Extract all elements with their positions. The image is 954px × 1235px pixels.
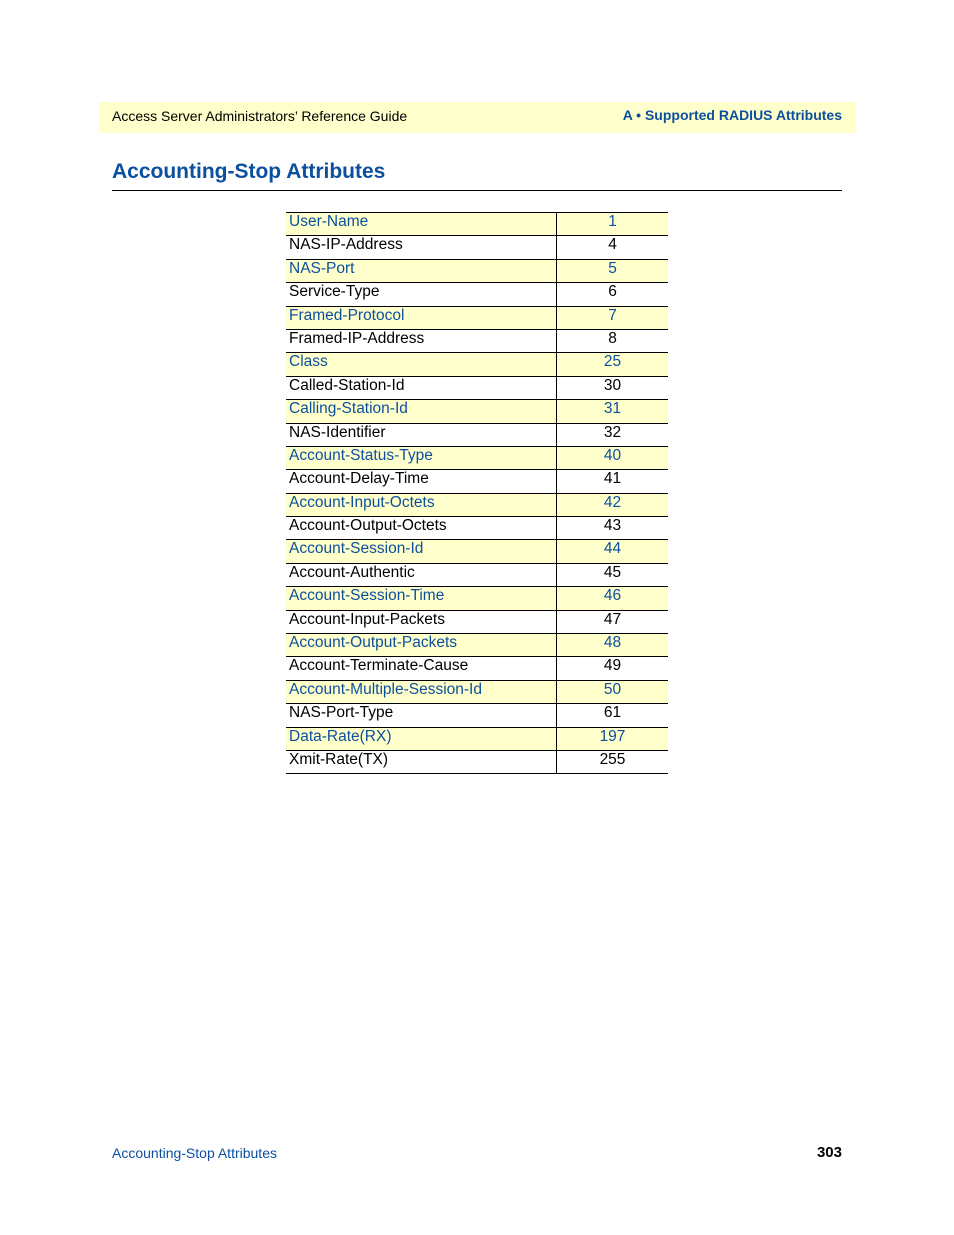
table-row bbox=[286, 213, 668, 236]
attribute-name-cell: Account-Authentic bbox=[286, 563, 557, 586]
attribute-number-cell: 45 bbox=[557, 563, 669, 586]
table-row bbox=[286, 680, 668, 703]
attribute-name-cell: NAS-IP-Address bbox=[286, 236, 557, 259]
attribute-name-cell: Account-Input-Octets bbox=[286, 493, 557, 516]
attribute-name-cell: Account-Input-Packets bbox=[286, 610, 557, 633]
table-row bbox=[286, 400, 668, 423]
attribute-number-cell: 44 bbox=[557, 540, 669, 563]
attribute-name-cell: NAS-Port-Type bbox=[286, 704, 557, 727]
attribute-number-cell: 46 bbox=[557, 587, 669, 610]
table-row bbox=[286, 587, 668, 610]
table-row bbox=[286, 563, 668, 586]
attribute-name-cell: Account-Output-Octets bbox=[286, 517, 557, 540]
table-row bbox=[286, 259, 668, 282]
attribute-number-cell: 8 bbox=[557, 329, 669, 352]
attribute-number-cell: 4 bbox=[557, 236, 669, 259]
attribute-name-cell: Class bbox=[286, 353, 557, 376]
table-row bbox=[286, 634, 668, 657]
table-row bbox=[286, 353, 668, 376]
table-row bbox=[286, 517, 668, 540]
attributes-table bbox=[286, 212, 668, 774]
attribute-name-cell: NAS-Identifier bbox=[286, 423, 557, 446]
page-number: 303 bbox=[816, 1144, 842, 1161]
attribute-name-cell: Calling-Station-Id bbox=[286, 400, 557, 423]
attribute-number-cell: 40 bbox=[557, 446, 669, 469]
table-row bbox=[286, 236, 668, 259]
attribute-number-cell: 30 bbox=[557, 376, 669, 399]
attribute-name-cell: Data-Rate(RX) bbox=[286, 727, 557, 750]
attribute-name-cell: Service-Type bbox=[286, 283, 557, 306]
attribute-number-cell: 48 bbox=[557, 634, 669, 657]
header-guide-title: Access Server Administrators’ Reference Guide bbox=[112, 108, 408, 124]
table-row bbox=[286, 376, 668, 399]
attribute-number-cell: 47 bbox=[557, 610, 669, 633]
attribute-number-cell: 50 bbox=[557, 680, 669, 703]
table-row bbox=[286, 493, 668, 516]
table-row bbox=[286, 610, 668, 633]
attribute-name-cell: Account-Delay-Time bbox=[286, 470, 557, 493]
attribute-name-cell: Account-Session-Id bbox=[286, 540, 557, 563]
attribute-number-cell: 7 bbox=[557, 306, 669, 329]
attribute-number-cell: 6 bbox=[557, 283, 669, 306]
attribute-number-cell: 5 bbox=[557, 259, 669, 282]
attribute-name-cell: NAS-Port bbox=[286, 259, 557, 282]
attribute-name-cell: Account-Output-Packets bbox=[286, 634, 557, 657]
attributes-table-body bbox=[286, 213, 668, 774]
attribute-name-cell: Called-Station-Id bbox=[286, 376, 557, 399]
attribute-name-cell: Account-Multiple-Session-Id bbox=[286, 680, 557, 703]
table-row bbox=[286, 283, 668, 306]
attribute-name-cell: Account-Status-Type bbox=[286, 446, 557, 469]
attribute-name-cell: Xmit-Rate(TX) bbox=[286, 750, 557, 773]
attribute-number-cell: 43 bbox=[557, 517, 669, 540]
attribute-number-cell: 32 bbox=[557, 423, 669, 446]
running-header bbox=[99, 102, 856, 133]
attribute-number-cell: 41 bbox=[557, 470, 669, 493]
attribute-number-cell: 42 bbox=[557, 493, 669, 516]
attribute-number-cell: 197 bbox=[557, 727, 669, 750]
attribute-number-cell: 31 bbox=[557, 400, 669, 423]
table-row bbox=[286, 470, 668, 493]
table-row bbox=[286, 657, 668, 680]
title-divider bbox=[112, 190, 842, 191]
attribute-number-cell: 1 bbox=[557, 213, 669, 236]
table-row bbox=[286, 540, 668, 563]
attribute-name-cell: Framed-IP-Address bbox=[286, 329, 557, 352]
table-row bbox=[286, 704, 668, 727]
table-row bbox=[286, 727, 668, 750]
footer-section-title: Accounting-Stop Attributes bbox=[112, 1145, 277, 1161]
attribute-name-cell: User-Name bbox=[286, 213, 557, 236]
table-row bbox=[286, 423, 668, 446]
attribute-number-cell: 49 bbox=[557, 657, 669, 680]
attribute-number-cell: 25 bbox=[557, 353, 669, 376]
table-row bbox=[286, 329, 668, 352]
attribute-number-cell: 255 bbox=[557, 750, 669, 773]
attribute-name-cell: Account-Session-Time bbox=[286, 587, 557, 610]
table-row bbox=[286, 446, 668, 469]
table-row bbox=[286, 750, 668, 773]
attribute-name-cell: Framed-Protocol bbox=[286, 306, 557, 329]
header-chapter-title: A • Supported RADIUS Attributes bbox=[622, 107, 842, 123]
attribute-name-cell: Account-Terminate-Cause bbox=[286, 657, 557, 680]
table-row bbox=[286, 306, 668, 329]
attribute-number-cell: 61 bbox=[557, 704, 669, 727]
page-title: Accounting-Stop Attributes bbox=[112, 160, 386, 183]
